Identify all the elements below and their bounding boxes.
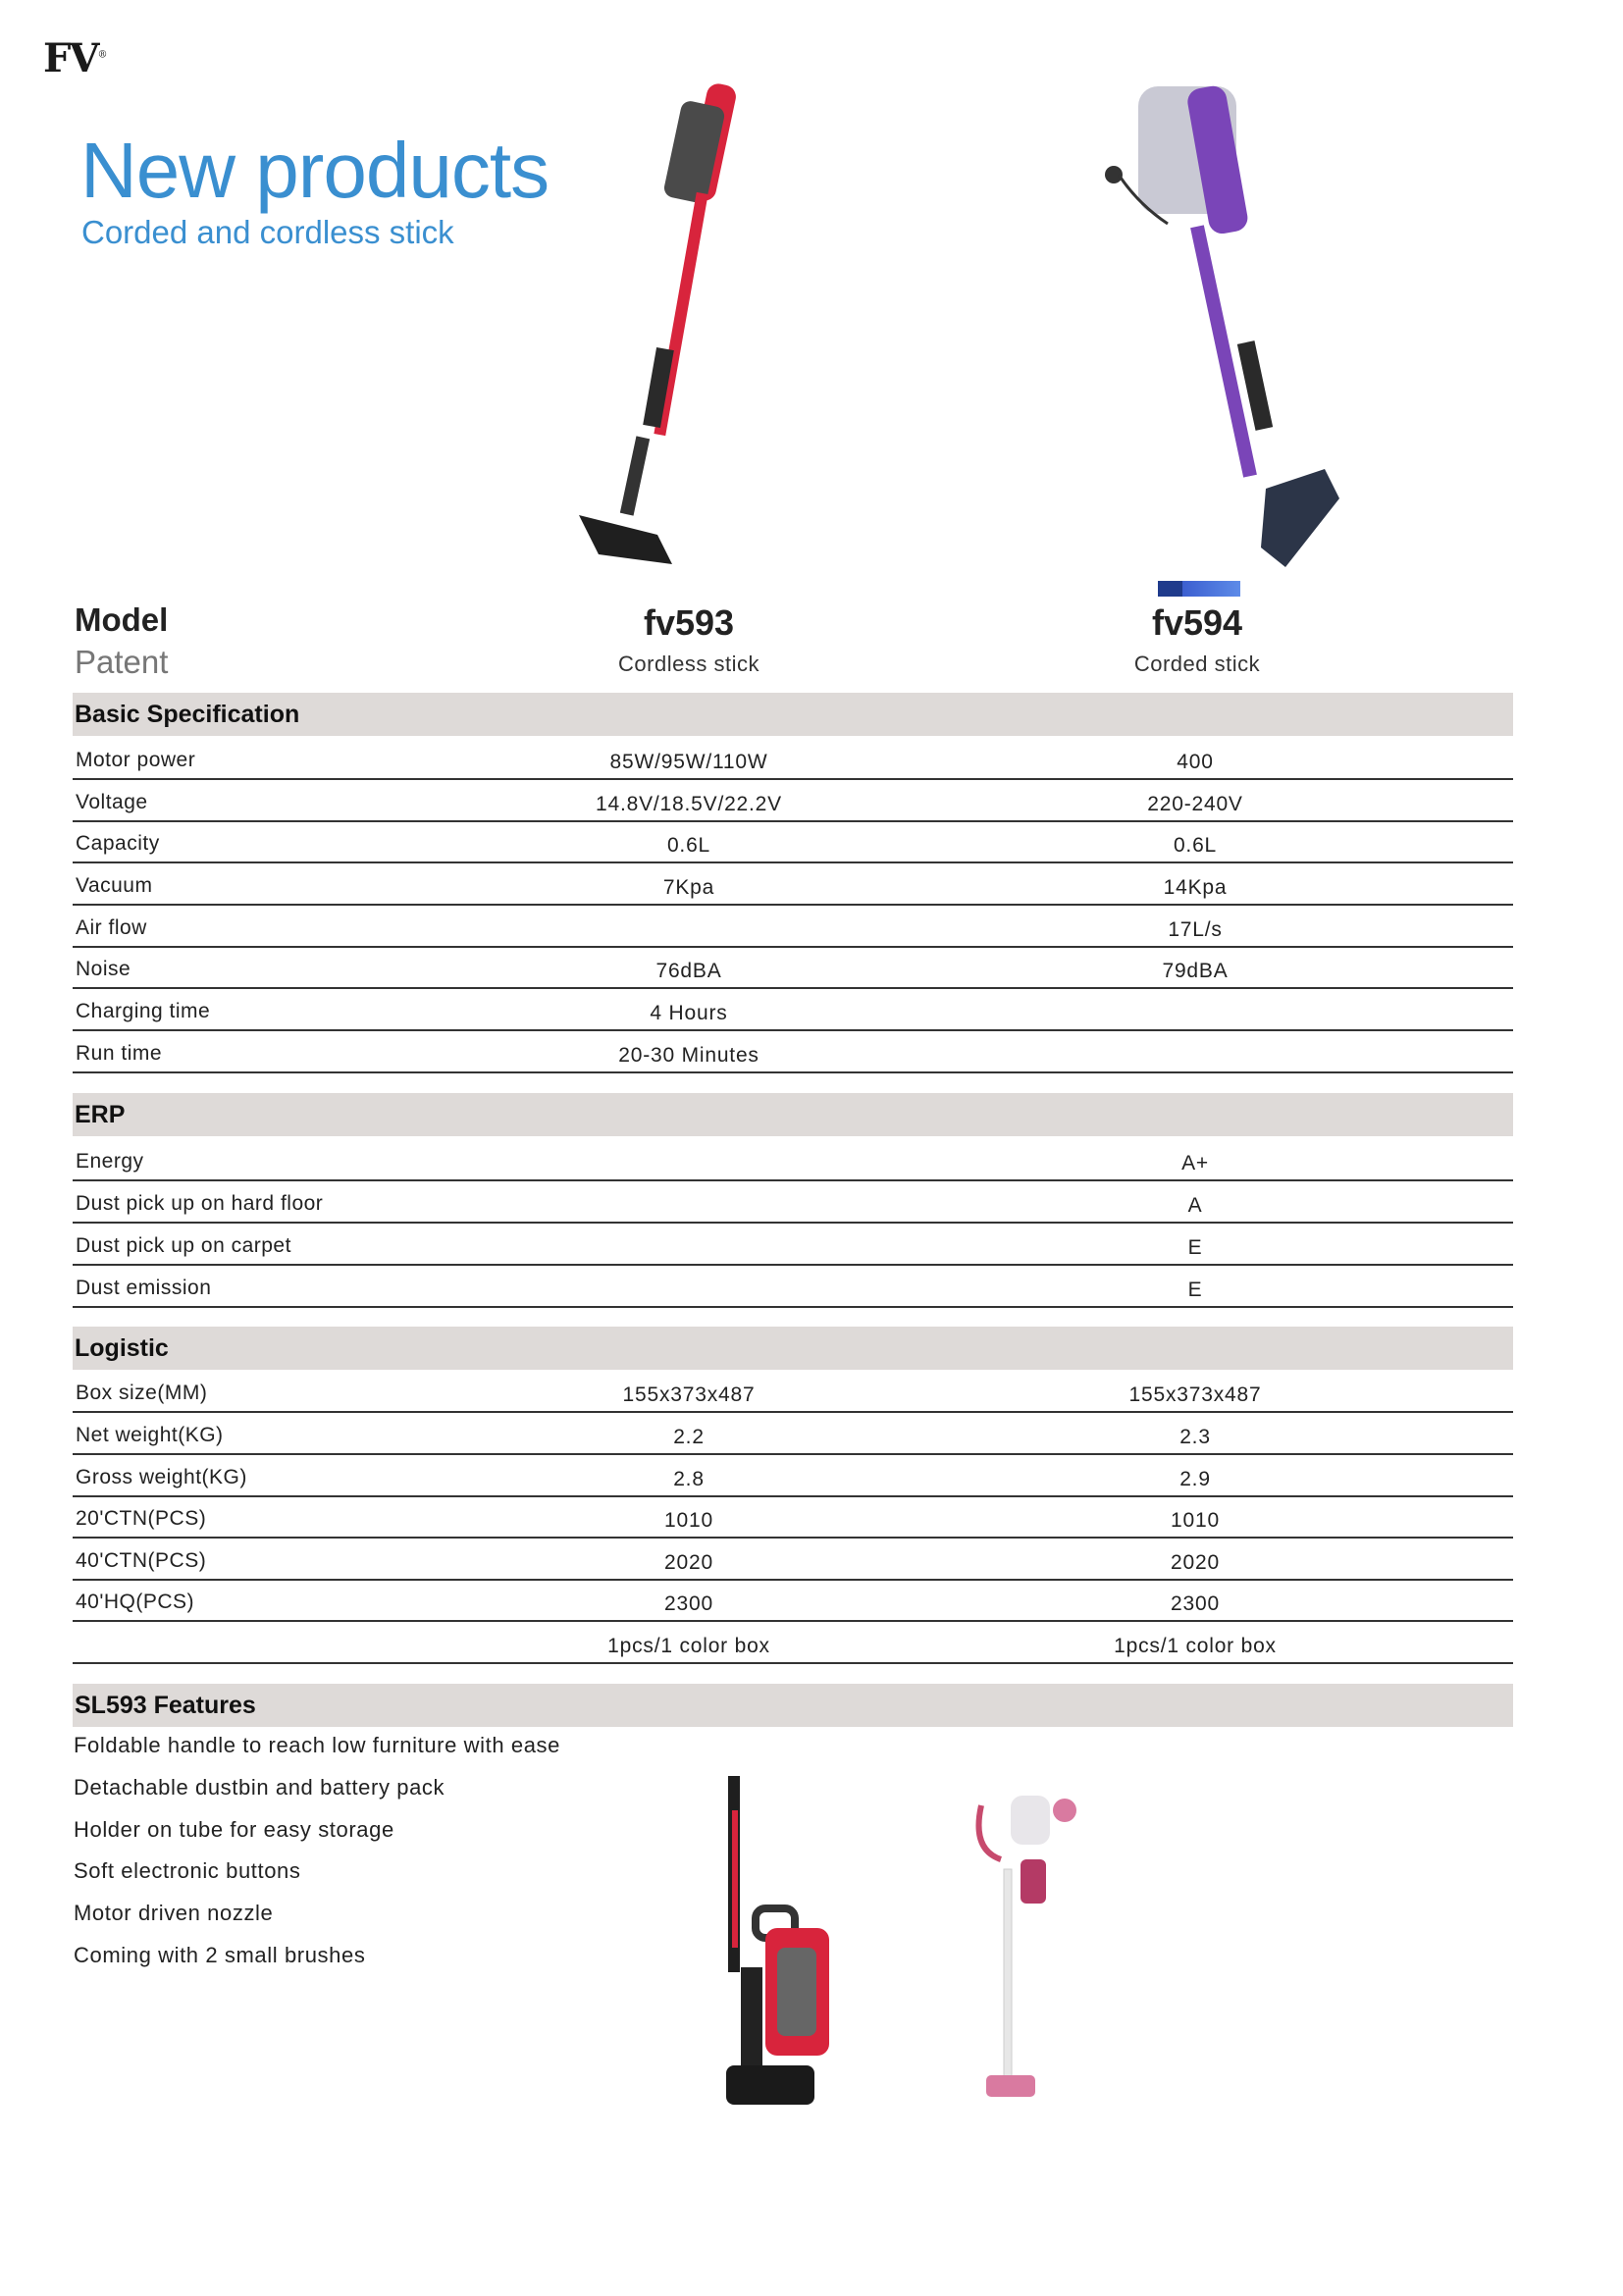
brand-logo: FV® [43,35,106,81]
table-row: Air flow 17L/s [73,905,1513,948]
table-row: Dust pick up on hard floor A [73,1180,1513,1224]
table-row: 1pcs/1 color box 1pcs/1 color box [73,1621,1513,1664]
table-row: Charging time 4 Hours [73,988,1513,1031]
table-row: Dust emission E [73,1265,1513,1308]
table-row: Run time 20-30 Minutes [73,1030,1513,1073]
table-row: Noise 76dBA 79dBA [73,946,1513,989]
feature-item: Holder on tube for easy storage [74,1817,394,1842]
table-row: 40'HQ(PCS) 2300 2300 [73,1579,1513,1622]
product-name-fv593: fv593 [643,602,735,643]
table-row: Dust pick up on carpet E [73,1223,1513,1266]
section-basic-specification: Basic Specification [73,693,1513,736]
product-type-fv593: Cordless stick [618,652,759,676]
table-row: Voltage 14.8V/18.5V/22.2V 220-240V [73,779,1513,822]
feature-item: Soft electronic buttons [74,1858,301,1883]
feature-item: Detachable dustbin and battery pack [74,1775,445,1800]
product-name-fv594: fv594 [1151,602,1243,643]
table-row: Vacuum 7Kpa 14Kpa [73,862,1513,906]
table-row: Net weight(KG) 2.2 2.3 [73,1412,1513,1455]
patent-label: Patent [75,644,169,680]
table-row: Box size(MM) 155x373x487 155x373x487 [73,1370,1513,1413]
section-features: SL593 Features [73,1684,1513,1727]
table-row: Motor power 85W/95W/110W 400 [73,737,1513,780]
fv593-product-image [569,74,795,584]
section-logistic: Logistic [73,1327,1513,1370]
feature-item: Motor driven nozzle [74,1901,274,1925]
pink-vacuum-image [967,1791,1084,2134]
folded-vacuum-image [707,1771,854,2119]
table-row: 20'CTN(PCS) 1010 1010 [73,1495,1513,1539]
table-row: 40'CTN(PCS) 2020 2020 [73,1538,1513,1581]
table-row: Energy A+ [73,1138,1513,1181]
feature-item: Coming with 2 small brushes [74,1943,366,1967]
product-type-fv594: Corded stick [1133,652,1261,676]
model-label: Model [75,601,169,638]
section-erp: ERP [73,1093,1513,1136]
feature-item: Foldable handle to reach low furniture with ease [74,1733,560,1757]
page-title: New products [80,127,550,214]
energy-label-icon [1158,581,1240,597]
page-subtitle: Corded and cordless stick [81,214,454,250]
table-row: Capacity 0.6L 0.6L [73,820,1513,863]
table-row: Gross weight(KG) 2.8 2.9 [73,1454,1513,1497]
fv594-product-image [1099,77,1364,577]
